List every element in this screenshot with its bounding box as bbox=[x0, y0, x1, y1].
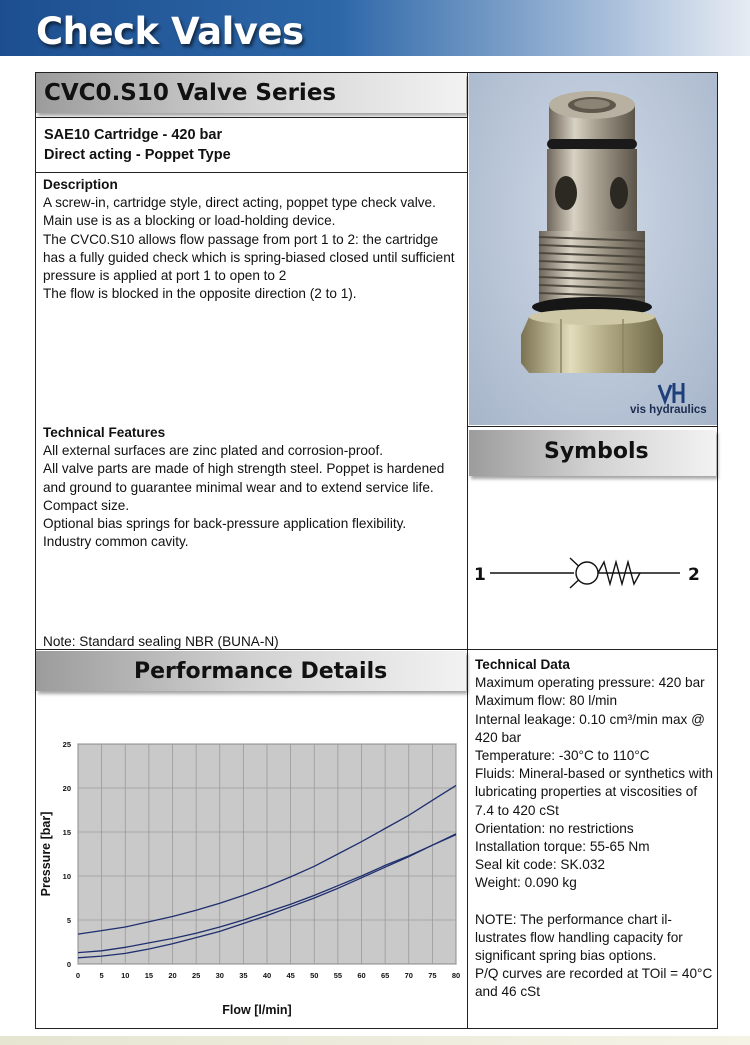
symbols-title: Symbols bbox=[544, 439, 649, 464]
x-tick-label: 10 bbox=[121, 971, 130, 980]
x-tick-label: 15 bbox=[144, 971, 154, 980]
technical-data-line: Maximum flow: 80 l/min bbox=[475, 693, 618, 709]
performance-chart bbox=[36, 730, 466, 1025]
performance-title: Performance Details bbox=[134, 659, 388, 684]
y-tick-label: 15 bbox=[62, 828, 71, 837]
product-photo bbox=[469, 73, 717, 425]
x-tick-label: 5 bbox=[99, 971, 104, 980]
y-tick-label: 20 bbox=[62, 784, 71, 793]
series-title: CVC0.S10 Valve Series bbox=[44, 80, 337, 106]
subtitle-cartridge: SAE10 Cartridge - 420 bar bbox=[44, 127, 223, 143]
technical-note-line: NOTE: The performance chart il-lustrates flow handling capacity for significant spring bias options. bbox=[475, 911, 683, 964]
technical-note-line: P/Q curves are recorded at TOil = 40°C and 46 cSt bbox=[475, 966, 713, 1000]
x-tick-label: 20 bbox=[168, 971, 177, 980]
symbol-ball-icon bbox=[576, 562, 598, 584]
thread-section bbox=[539, 231, 645, 303]
y-tick-label: 10 bbox=[62, 872, 71, 881]
vis-hydraulics-logo-mark bbox=[659, 383, 683, 403]
x-tick-label: 45 bbox=[286, 971, 295, 980]
port-1-label: 1 bbox=[474, 565, 486, 585]
description-paragraph: A screw-in, cartridge style, direct acting, poppet type check valve. bbox=[43, 195, 436, 211]
feature-item: All valve parts are made of high strength steel. Poppet is hardened and ground to guarantee minimal wear and to extend service life. bbox=[43, 461, 445, 495]
description-heading: Description bbox=[43, 177, 118, 192]
divider-under-subtitle bbox=[35, 172, 467, 173]
y-tick-label: 25 bbox=[62, 740, 71, 749]
divider-under-series-title bbox=[35, 117, 467, 118]
x-tick-label: 60 bbox=[357, 971, 366, 980]
technical-data-line: Installation torque: 55-65 Nm bbox=[475, 839, 650, 855]
chart-x-axis-label: Flow [l/min] bbox=[222, 1003, 292, 1017]
technical-data-line: Internal leakage: 0.10 cm³/min max @ 420 bar bbox=[475, 711, 705, 745]
x-tick-label: 35 bbox=[239, 971, 248, 980]
description-paragraph: The CVC0.S10 allows flow passage from port 1 to 2: the cartridge has a fully guided check which is spring-biased closed until sufficient pressure is applied at port 1 to open to 2 bbox=[43, 231, 455, 284]
chart-y-axis-label: Pressure [bar] bbox=[39, 811, 53, 897]
technical-data-line: Fluids: Mineral-based or synthetics with bbox=[475, 766, 713, 782]
valve-cartridge-illustration bbox=[469, 73, 717, 425]
technical-features-heading: Technical Features bbox=[43, 425, 166, 440]
technical-data-line: Seal kit code: SK.032 bbox=[475, 857, 605, 873]
x-tick-label: 70 bbox=[404, 971, 413, 980]
subtitle-block bbox=[44, 125, 231, 165]
x-tick-label: 80 bbox=[451, 971, 461, 980]
brand-logo-text: vis hydraulics bbox=[630, 404, 707, 416]
technical-data-line: Weight: 0.090 kg bbox=[475, 875, 577, 891]
page-banner bbox=[0, 0, 750, 56]
technical-data-line: Maximum operating pressure: 420 bar bbox=[475, 675, 705, 691]
performance-header bbox=[36, 651, 466, 691]
page-title: Check Valves bbox=[36, 10, 304, 53]
divider-under-photo bbox=[467, 426, 718, 427]
description-section bbox=[43, 176, 461, 303]
technical-data-line: lubricating properties at viscosities of 7.4 to 420 cSt bbox=[475, 784, 698, 818]
x-tick-label: 50 bbox=[310, 971, 319, 980]
description-paragraph: The flow is blocked in the opposite direction (2 to 1). bbox=[43, 286, 357, 302]
technical-data-line: Orientation: no restrictions bbox=[475, 820, 634, 836]
y-tick-label: 5 bbox=[66, 916, 71, 925]
feature-item: Optional bias springs for back-pressure application flexibility. bbox=[43, 516, 407, 532]
feature-item: All external surfaces are zinc plated and corrosion-proof. bbox=[43, 443, 384, 459]
x-tick-label: 40 bbox=[262, 971, 272, 980]
technical-data-line: Temperature: -30°C to 110°C bbox=[475, 748, 650, 764]
bottom-strip bbox=[0, 1036, 750, 1045]
x-tick-label: 75 bbox=[428, 971, 437, 980]
port-2-label: 2 bbox=[688, 565, 700, 585]
technical-data-heading: Technical Data bbox=[475, 657, 570, 672]
series-title-header bbox=[36, 73, 466, 113]
x-tick-label: 65 bbox=[380, 971, 390, 980]
x-tick-label: 55 bbox=[333, 971, 343, 980]
description-paragraph: Main use is as a blocking or load-holding device. bbox=[43, 213, 336, 229]
check-valve-symbol bbox=[468, 540, 716, 610]
x-tick-label: 30 bbox=[215, 971, 224, 980]
y-tick-label: 0 bbox=[66, 960, 71, 969]
x-tick-label: 25 bbox=[191, 971, 201, 980]
feature-item: Industry common cavity. bbox=[43, 534, 189, 550]
sealing-note: Note: Standard sealing NBR (BUNA-N) bbox=[43, 634, 279, 649]
feature-item: Compact size. bbox=[43, 497, 130, 513]
x-tick-label: 0 bbox=[75, 971, 81, 980]
symbols-header bbox=[469, 430, 716, 476]
spacer bbox=[475, 893, 713, 911]
technical-data-section bbox=[475, 656, 713, 1002]
technical-features-section bbox=[43, 424, 463, 551]
subtitle-type: Direct acting - Poppet Type bbox=[44, 147, 231, 163]
